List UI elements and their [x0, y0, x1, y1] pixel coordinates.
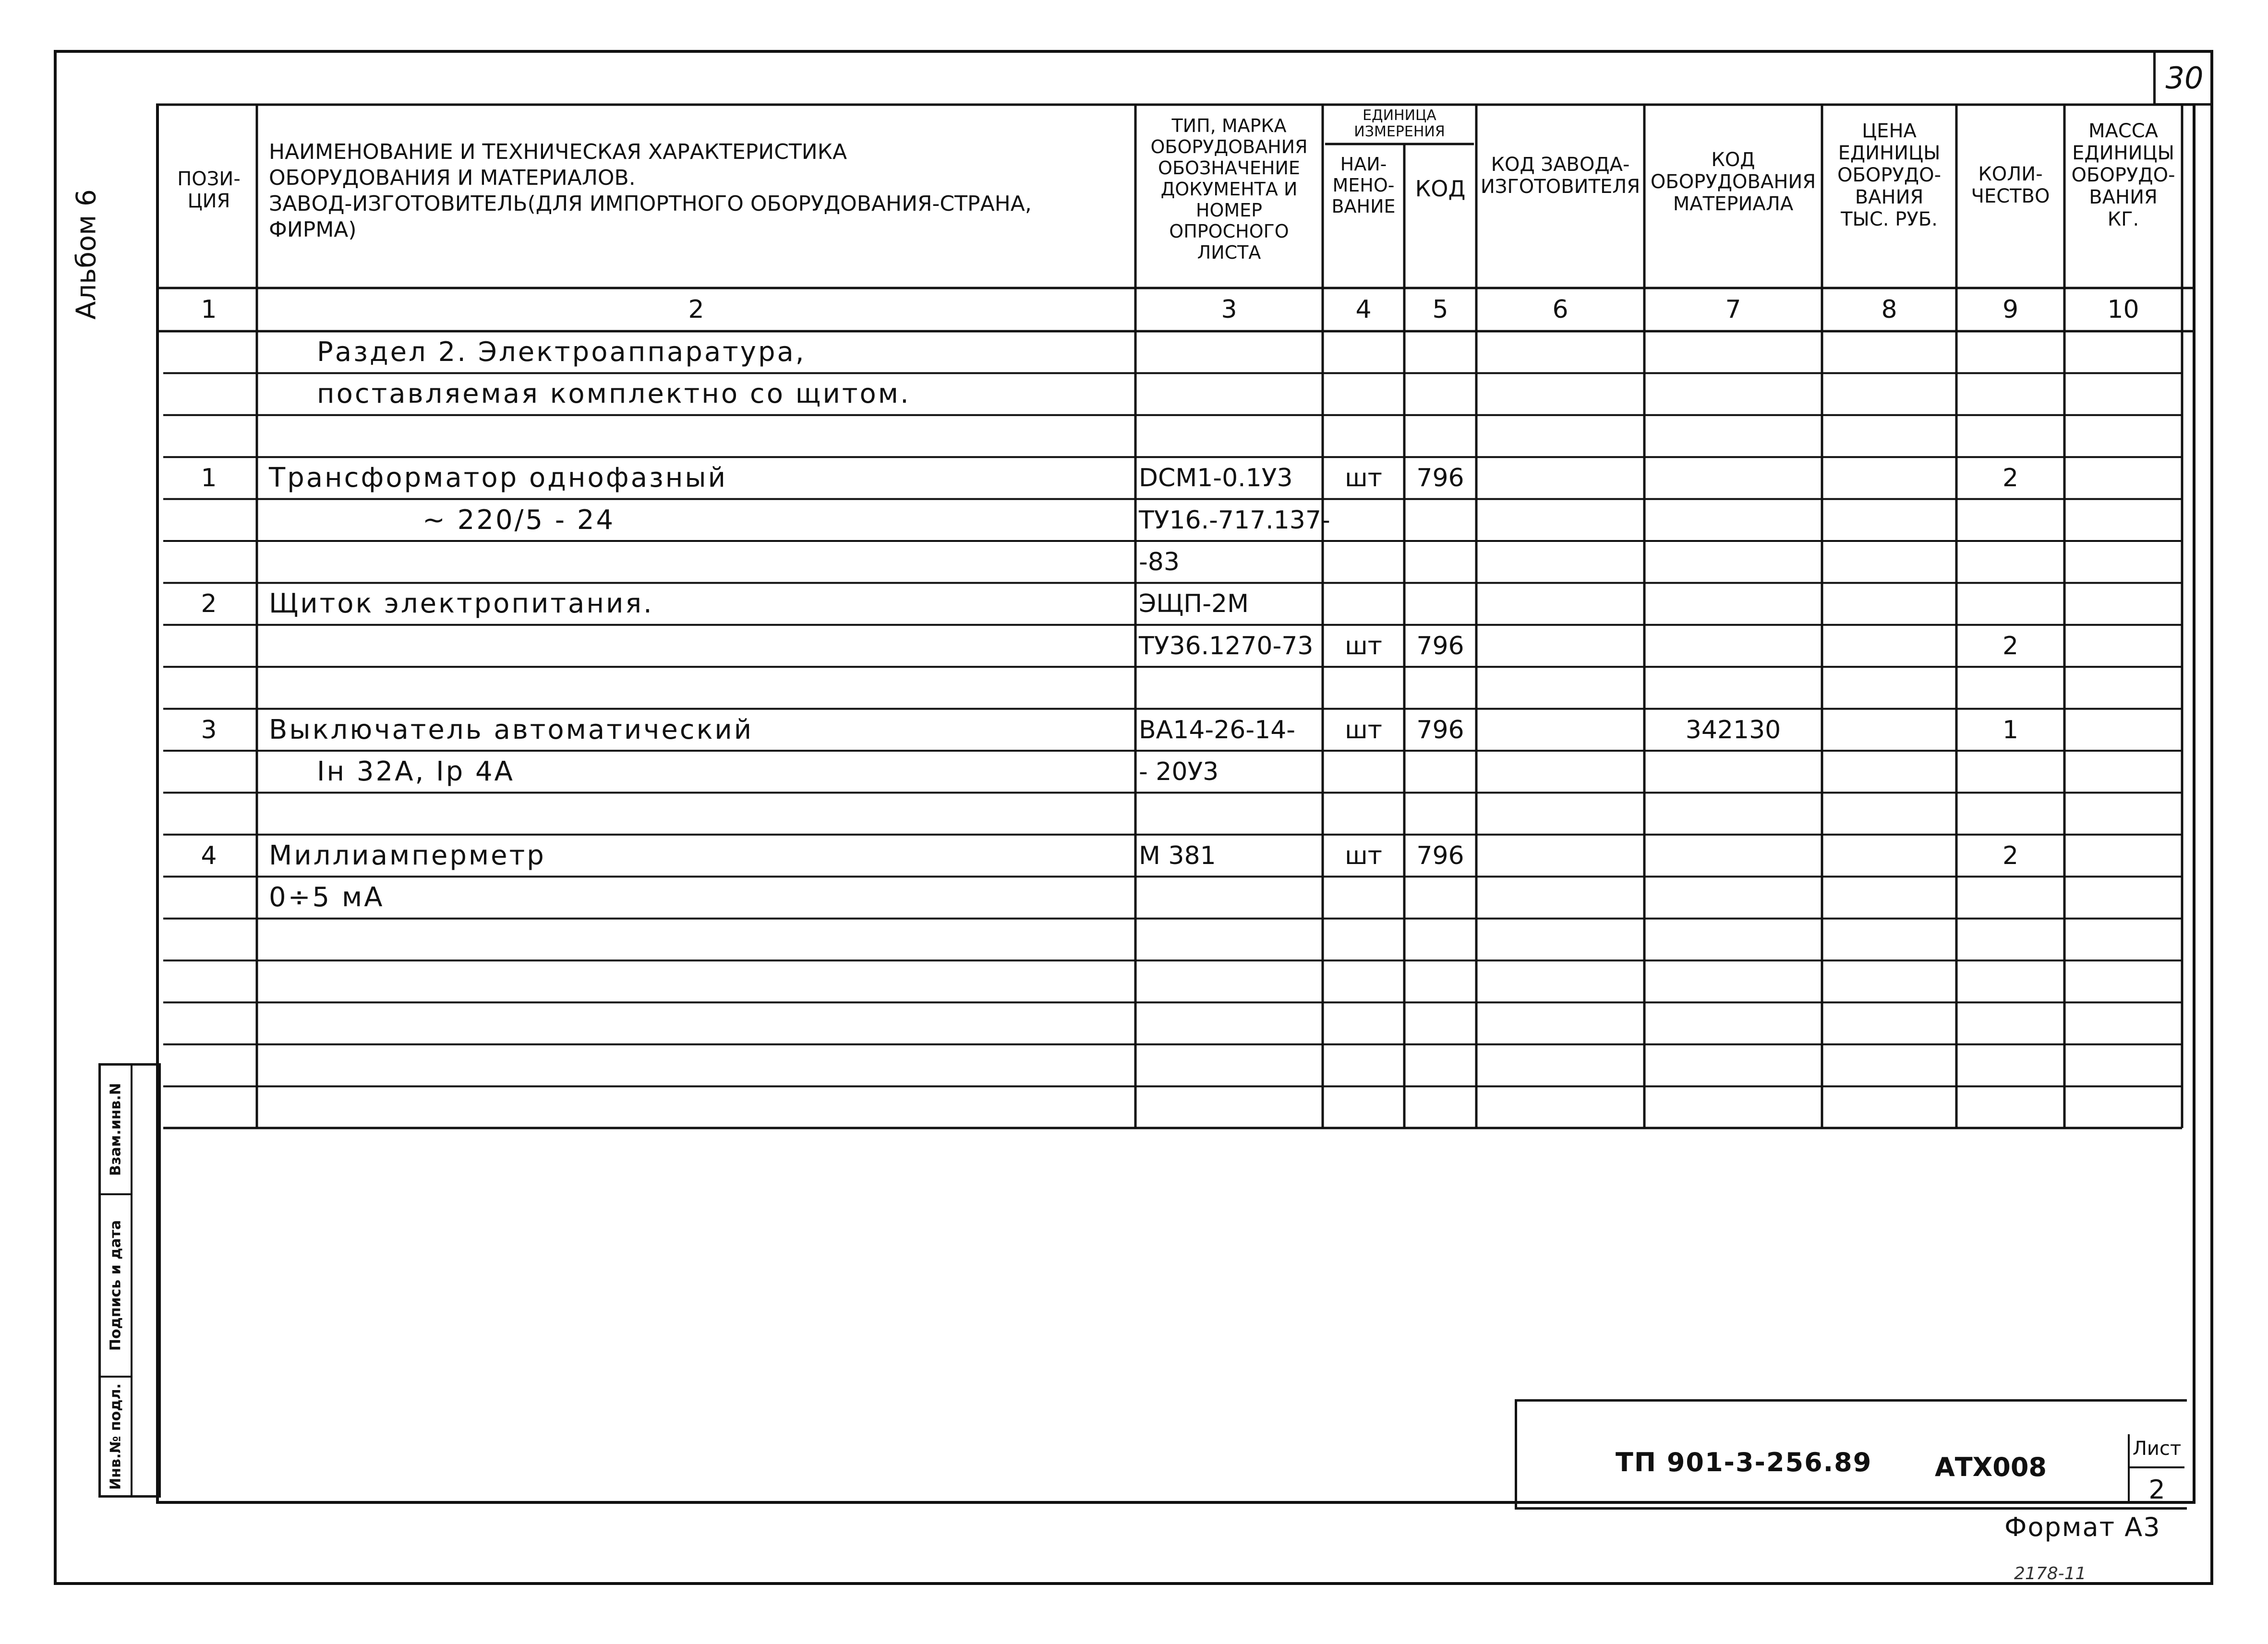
title-block-sheet-label: Лист [2132, 1438, 2182, 1460]
column-number: 3 [1221, 295, 1237, 324]
cell-unit: шт [1345, 841, 1382, 870]
cell-type: DCM1-0.1У3 [1139, 464, 1293, 493]
header-type-text: ТИП, МАРКА ОБОРУДОВАНИЯ ОБОЗНАЧЕНИЕ ДОКУМЕНТА И НОМЕР ОПРОСНОГО ЛИСТА [1150, 115, 1308, 263]
header-unit-code-text: КОД [1415, 176, 1466, 202]
side-stamp-inventory-label: Инв.№ подл. [107, 1383, 124, 1490]
header-type [1135, 115, 1323, 263]
header-unit-group [1323, 108, 1476, 140]
side-stamp-replacement-label: Взам.инв.N [107, 1083, 124, 1176]
cell-code: 796 [1416, 841, 1464, 870]
cell-unit: шт [1345, 631, 1382, 660]
cell-type: - 20У3 [1139, 757, 1219, 786]
cell-unit: шт [1345, 464, 1382, 493]
title-block-sheet-number: 2 [2148, 1475, 2165, 1505]
cell-name: ~ 220/5 - 24 [422, 504, 615, 536]
cell-code: 796 [1416, 464, 1464, 493]
header-name [269, 139, 1123, 243]
album-label-text: Альбом 6 [71, 189, 102, 320]
header-unit-name [1323, 154, 1404, 217]
header-unit-code [1404, 178, 1476, 200]
cell-code: 796 [1416, 715, 1464, 744]
title-block-sheet-divider [2128, 1466, 2184, 1468]
cell-pos: 3 [201, 715, 217, 744]
column-number: 4 [1355, 295, 1372, 324]
cell-type: -83 [1139, 548, 1180, 576]
header-equipment-code-text: КОД ОБОРУДОВАНИЯ МАТЕРИАЛА [1650, 149, 1816, 215]
sheet-format: Формат А3 [2004, 1512, 2161, 1542]
header-plant-code [1476, 154, 1644, 198]
column-number: 10 [2107, 295, 2139, 324]
cell-qty: 2 [2002, 631, 2019, 660]
cell-type: ТУ36.1270-73 [1139, 631, 1314, 660]
header-plant-code-text: КОД ЗАВОДА- ИЗГОТОВИТЕЛЯ [1480, 154, 1641, 198]
cell-type: ВА14-26-14- [1139, 715, 1296, 744]
header-quantity [1956, 163, 2064, 207]
cell-type: ЭЩП-2М [1139, 589, 1249, 619]
column-number: 9 [2002, 295, 2019, 324]
cell-type: М 381 [1139, 841, 1216, 870]
cell-pos: 4 [201, 841, 217, 870]
cell-pos: 1 [201, 464, 217, 493]
column-number: 5 [1432, 295, 1448, 324]
cell-name: Миллиамперметр [269, 840, 546, 871]
cell-mat: 342130 [1685, 715, 1781, 744]
cell-qty: 2 [2002, 841, 2019, 870]
header-equipment-code [1644, 149, 1822, 215]
header-quantity-text: КОЛИ- ЧЕСТВО [1971, 163, 2050, 207]
title-block-code: АТХ008 [1935, 1452, 2047, 1482]
cell-qty: 2 [2002, 464, 2019, 493]
cell-name: Выключатель автоматический [269, 714, 754, 745]
column-number: 1 [201, 295, 217, 324]
cell-unit: шт [1345, 715, 1382, 744]
cell-name: Раздел 2. Электроаппаратура, [317, 336, 806, 368]
side-stamp-signature-label: Подпись и дата [107, 1220, 124, 1351]
title-block-document: ТП 901-3-256.89 [1616, 1447, 1872, 1477]
page-number: 30 [2153, 53, 2213, 106]
cell-qty: 1 [2002, 715, 2019, 744]
cell-pos: 2 [201, 589, 217, 619]
column-number: 7 [1725, 295, 1741, 324]
header-position [161, 168, 257, 212]
header-mass [2064, 120, 2182, 230]
cell-type: ТУ16.-717.137- [1139, 505, 1330, 535]
header-position-text: ПОЗИ- ЦИЯ [177, 168, 241, 212]
column-number: 8 [1881, 295, 1897, 324]
header-price [1822, 120, 1956, 230]
cell-name: Трансформатор однофазный [269, 462, 728, 494]
header-mass-text: МАССА ЕДИНИЦЫ ОБОРУДО- ВАНИЯ КГ. [2071, 120, 2175, 230]
cell-name: 0÷5 мА [269, 882, 385, 913]
column-number: 6 [1552, 295, 1568, 324]
column-number: 2 [688, 295, 704, 324]
cell-code: 796 [1416, 631, 1464, 660]
header-unit-group-text: ЕДИНИЦА ИЗМЕРЕНИЯ [1354, 107, 1445, 140]
cell-name: поставляемая комплектно со щитом. [317, 378, 911, 410]
header-unit-name-text: НАИ- МЕНО- ВАНИЕ [1331, 154, 1396, 217]
cell-name: Iн 32А, Iр 4А [317, 756, 515, 787]
cell-name: Щиток электропитания. [269, 588, 654, 620]
header-name-text: НАИМЕНОВАНИЕ И ТЕХНИЧЕСКАЯ ХАРАКТЕРИСТИКА ОБОРУДОВАНИЯ И МАТЕРИАЛОВ. ЗАВОД-ИЗГОТОВИТЕЛЬ(ДЛЯ ИМПОРТНОГО ОБОРУДОВАНИЯ-СТРАНА, ФИРМА) [269, 140, 1032, 242]
header-price-text: ЦЕНА ЕДИНИЦЫ ОБОРУДО- ВАНИЯ ТЫС. РУБ. [1837, 120, 1942, 230]
archive-number: 2178-11 [2014, 1564, 2087, 1584]
